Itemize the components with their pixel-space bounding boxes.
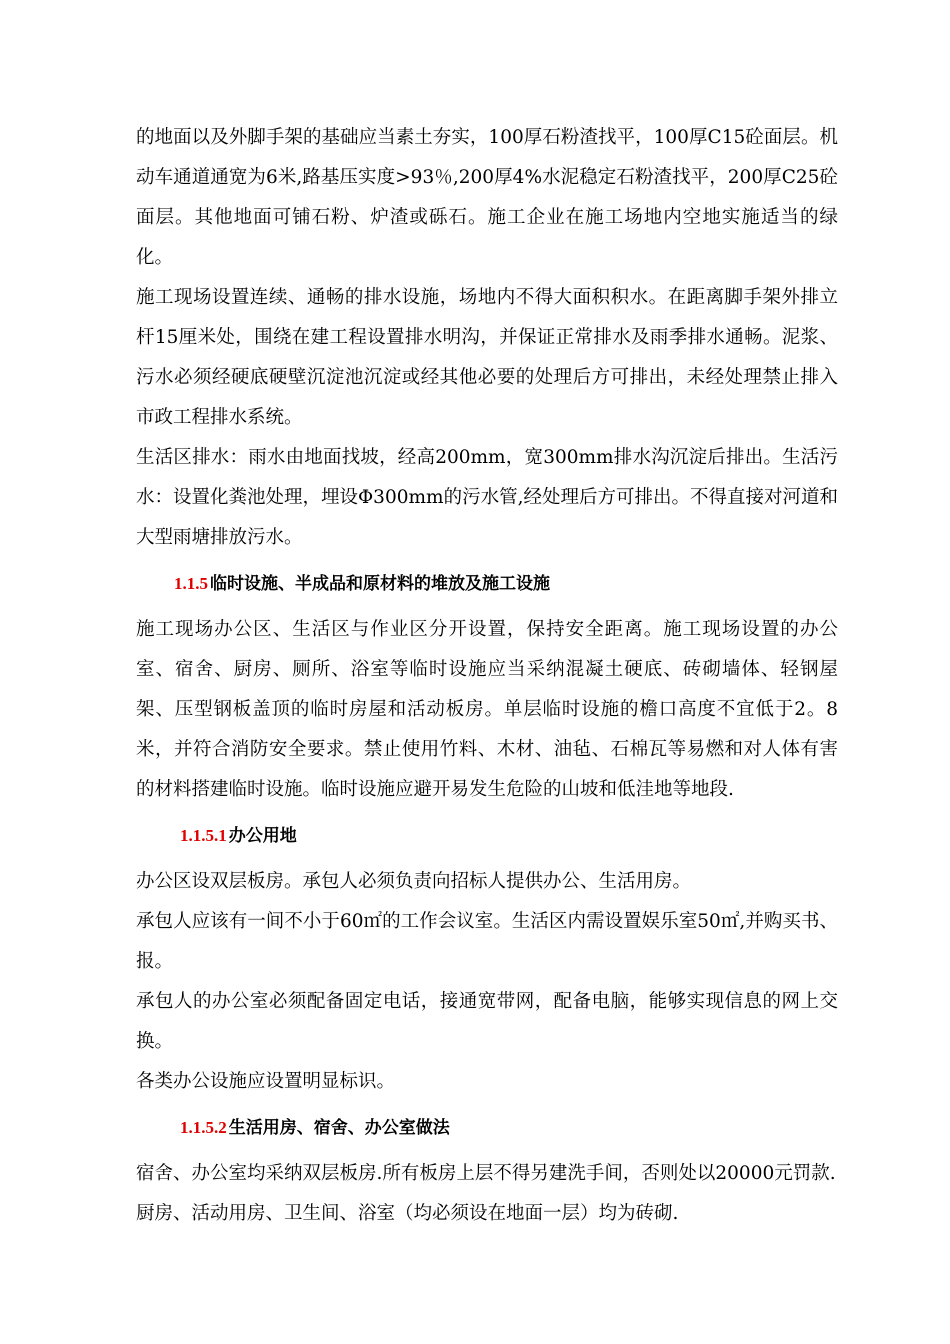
paragraph: 施工现场办公区、生活区与作业区分开设置，保持安全距离。施工现场设置的办公室、宿舍、厨房、厕所、浴室等临时设施应当采纳混凝土硬底、砖砌墙体、轻钢屋架、压型钢板盖顶的临时房屋和活动板房。单层临时设施的檐口高度不宜低于2。8米，并符合消防安全要求。禁止使用竹料、木材、油毡、石棉瓦等易燃和对人体有害的材料搭建临时设施。临时设施应避开易发生危险的山坡和低洼地等地段.: [136, 619, 838, 800]
paragraph: 承包人应该有一间不小于60㎡的工作会议室。生活区内需设置娱乐室50㎡,并购买书、报。: [136, 911, 838, 972]
section-number: 1.1.5.1: [180, 826, 227, 845]
paragraph: 各类办公设施应设置明显标识。: [136, 1071, 396, 1092]
paragraph: 厨房、活动用房、卫生间、浴室（均必须设在地面一层）均为砖砌.: [136, 1203, 679, 1224]
section-title: 临时设施、半成品和原材料的堆放及施工设施: [210, 574, 550, 594]
section-title: 生活用房、宿舍、办公室做法: [228, 1118, 450, 1138]
paragraph: 生活区排水：雨水由地面找坡，经高200mm，宽300mm排水沟沉淀后排出。生活污水：设置化粪池处理，埋设Φ300mm的污水管,经处理后方可排出。不得直接对河道和大型雨塘排放污水。: [136, 447, 838, 548]
section-heading-1-1-5-2: [136, 1108, 838, 1148]
paragraph: 的地面以及外脚手架的基础应当素土夯实，100厚石粉渣找平，100厚C15砼面层。机动车通道通宽为6米,路基压实度>93％,200厚4%水泥稳定石粉渣找平，200厚C25砼面层。其他地面可铺石粉、炉渣或砾石。施工企业在施工场地内空地实施适当的绿化。: [136, 127, 838, 268]
paragraph: 施工现场设置连续、通畅的排水设施，场地内不得大面积积水。在距离脚手架外排立杆15厘米处，围绕在建工程设置排水明沟，并保证正常排水及雨季排水通畅。泥浆、污水必须经硬底硬壁沉淀池沉淀或经其他必要的处理后方可排出，未经处理禁止排入市政工程排水系统。: [136, 287, 838, 428]
paragraph: 办公区设双层板房。承包人必须负责向招标人提供办公、生活用房。: [136, 871, 692, 892]
section-heading-1-1-5: [136, 564, 838, 604]
paragraph: 承包人的办公室必须配备固定电话，接通宽带网，配备电脑，能够实现信息的网上交换。: [136, 991, 838, 1052]
section-heading-1-1-5-1: [136, 816, 838, 856]
section-number: 1.1.5: [174, 574, 208, 593]
document-page: [136, 118, 838, 1234]
paragraph: 宿舍、办公室均采纳双层板房.所有板房上层不得另建洗手间，否则处以20000元罚款.: [136, 1163, 836, 1184]
section-title: 办公用地: [228, 826, 297, 846]
section-number: 1.1.5.2: [180, 1118, 227, 1137]
